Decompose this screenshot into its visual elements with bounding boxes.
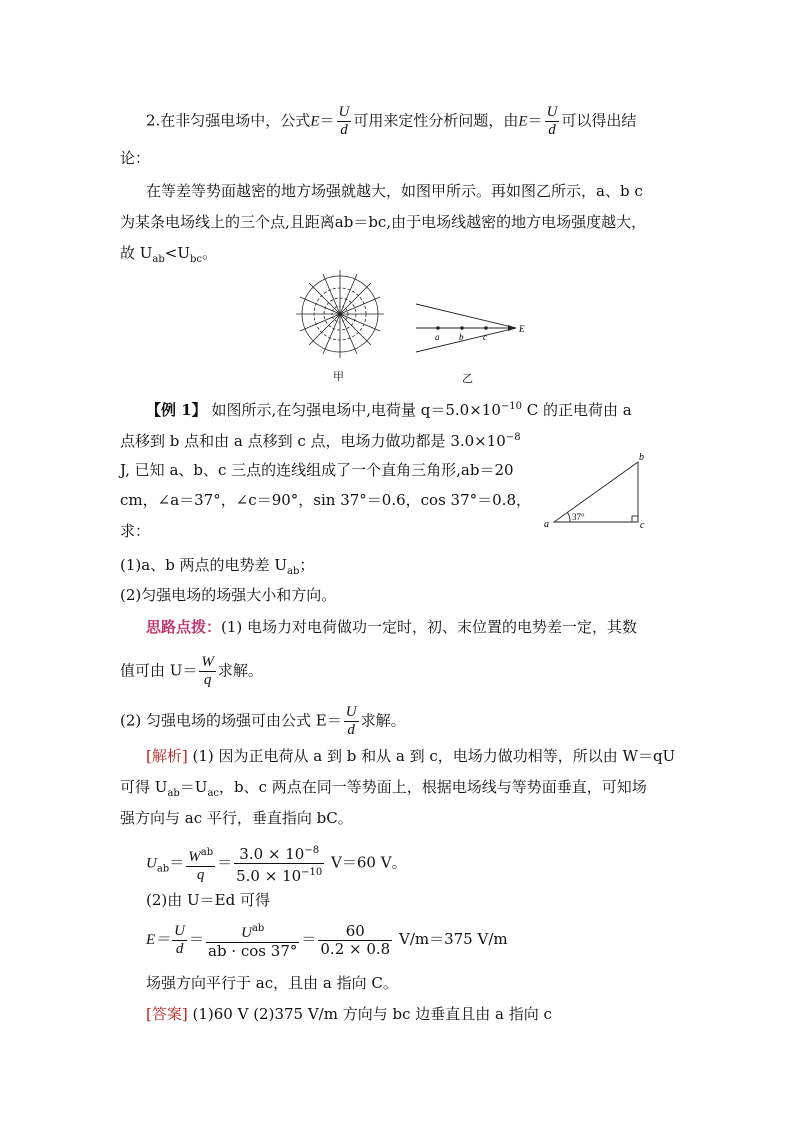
solution-line1: [解析] (1) 因为正电荷从 a 到 b 和从 a 到 c，电场力做功相等，所以由 W＝qU xyxy=(146,747,676,765)
label-a: a xyxy=(435,332,440,342)
fraction-u-over-d-2: $\frac{U}{d}$ xyxy=(546,104,558,138)
tri-angle-label: 37° xyxy=(572,512,585,522)
figure-right-triangle xyxy=(542,450,652,530)
figure-caption-jia: 甲 xyxy=(333,370,344,383)
question-1: (1)a、b 两点的电势差 $U_{ab}$； xyxy=(120,556,315,577)
solution-line5: (2)由 U＝Ed 可得 xyxy=(146,891,270,909)
answer-line: [答案] (1)60 V (2)375 V/m 方向与 bc 边垂直且由 a 指向 c xyxy=(146,1005,552,1023)
para-line2: 为某条电场线上的三个点,且距离ab＝bc,由于电场线越密的地方电场强度越大， xyxy=(120,213,647,231)
fraction-uab-over-abcos: $U^{ab}$ ab · cos 37° xyxy=(206,920,299,960)
figure-caption-yi: 乙 xyxy=(462,372,473,385)
fraction-u-over-d: $\frac{U}{d}$ xyxy=(338,104,350,138)
solution-line3: 强方向与 ac 平行，垂直指向 bC。 xyxy=(120,809,353,827)
question-2: (2)匀强电场的场强大小和方向。 xyxy=(120,586,337,604)
solution-uab-formula: $U_{ab}=$ $W^{ab}$ q ＝ $\frac{3.0 \times 10^{-8}}{5.0 \times 10^{-10}}$ V＝60 V。 xyxy=(146,842,407,885)
tri-label-b: b xyxy=(639,452,644,463)
example-line5: 求： xyxy=(120,522,151,540)
para-line1: 在等差等势面越密的地方场强就越大，如图甲所示。再如图乙所示，a、b c xyxy=(146,182,643,200)
figure-equipotential-circles xyxy=(296,270,384,360)
hint-line3: (2) 匀强电场的场强可由公式 E＝ $\frac{U}{d}$ 求解。 xyxy=(120,704,406,738)
tri-label-a: a xyxy=(544,519,549,530)
label-E: E xyxy=(519,324,525,334)
label-b: b xyxy=(459,332,464,342)
example-line4: cm，∠a＝37°，∠c＝90°，sin 37°＝0.6，cos 37°＝0.8， xyxy=(120,491,531,509)
solution-line2: 可得 $U_{ab}=U_{ac}$，b、c 两点在同一等势面上，根据电场线与等势面垂直，可知场 xyxy=(120,778,647,799)
solution-e-formula: E＝ $\frac{U}{d}$ ＝ $U^{ab}$ ab · cos 37° ＝ $\frac{60}{0.2 \times 0.8}$ V/m＝375 V/m xyxy=(146,921,508,960)
fraction-wab-over-q: $W^{ab}$ q xyxy=(186,844,215,884)
fraction-w-over-q: $\frac{W}{q}$ xyxy=(201,654,214,688)
fraction-u-over-d-3: $\frac{U}{d}$ xyxy=(345,704,357,738)
example-line3: J, 已知 a、b、c 三点的连线组成了一个直角三角形,ab＝20 xyxy=(120,461,514,479)
tri-label-c: c xyxy=(640,520,645,530)
example-line1: 【例 1】 如图所示,在匀强电场中,电荷量 $q=5.0\times 10^{-10}$ C 的正电荷由 a xyxy=(146,401,632,419)
solution-line7: 场强方向平行于 ac，且由 a 指向 C。 xyxy=(146,974,398,992)
figure-field-lines xyxy=(412,298,532,358)
example-line2: 点移到 b 点和由 a 点移到 c 点，电场力做功都是 $3.0\times 10^{-8}$ xyxy=(120,432,521,450)
fraction-60-over-016: $\frac{60}{0.2 \times 0.8}$ xyxy=(320,921,391,958)
item2-line: 2.在非匀强电场中，公式E＝ $\frac{U}{d}$ 可用来定性分析问题，由E＝ $\frac{U}{d}$ 可以得出结 xyxy=(146,104,637,138)
fraction-u-over-d-4: $\frac{U}{d}$ xyxy=(174,922,186,957)
fraction-numeric-uab: $\frac{3.0 \times 10^{-8}}{5.0 \times 10^{-10}}$ xyxy=(234,842,324,885)
label-c: c xyxy=(483,332,487,342)
hint-line1: 思路点拨：(1) 电场力对电荷做功一定时，初、末位置的电势差一定，其数 xyxy=(146,618,638,636)
para-line3: 故 $U_{ab}<U_{bc}$。 xyxy=(120,244,218,265)
item2-line2: 论： xyxy=(120,149,151,167)
hint-line2: 值可由 U＝ $\frac{W}{q}$ 求解。 xyxy=(120,654,263,688)
